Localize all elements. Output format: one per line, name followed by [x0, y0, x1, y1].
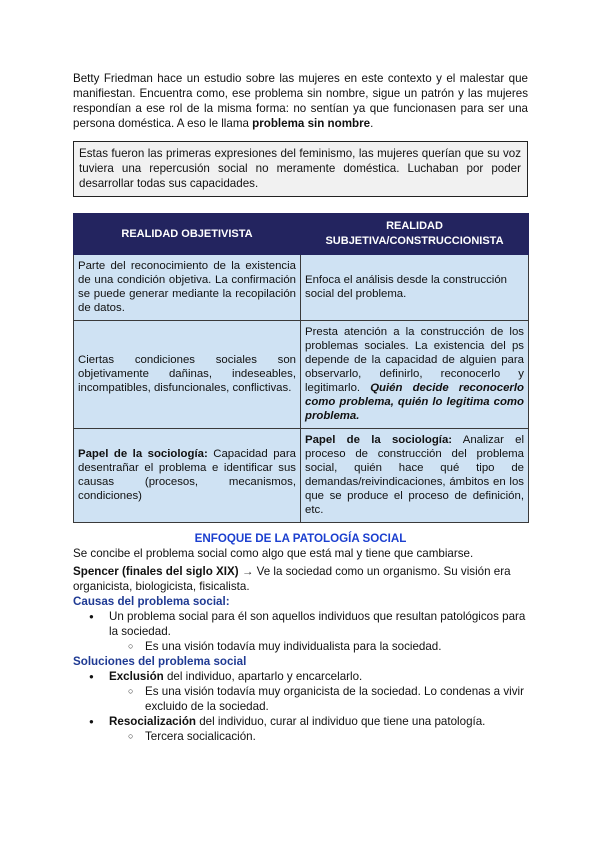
cell-r3-left-text: Capacidad para desentrañar el problema e identificar sus causas (procesos, mecanismos, condiciones): [78, 448, 296, 502]
intro-paragraph: [73, 71, 528, 131]
list-item: [73, 669, 528, 684]
cell-r2-right-emphasis: Quién decide reconocerlo como problema, quién lo legitima como problema.: [305, 382, 524, 422]
cell-r3-right: [301, 429, 529, 523]
sol1-bold: Exclusión: [109, 670, 164, 683]
soluciones-list: [73, 669, 528, 744]
cell-r1-left: Parte del reconocimiento de la existencia de una condición objetiva. La confirmación se puede generar mediante la recopilación de datos.: [74, 255, 301, 321]
header-subjetiva: REALIDAD SUBJETIVA/CONSTRUCCIONISTA: [301, 214, 529, 255]
spencer-text: → Ve la sociedad como un organismo. Su visión era organicista, biologicista, fisicalista.: [73, 565, 511, 593]
list-subitem: ○ Es una visión todavía muy organicista de la sociedad. Lo condenas a vivir excluido de la sociedad.: [73, 684, 528, 714]
spencer-paragraph: [73, 564, 528, 594]
cell-r1-right: Enfoca el análisis desde la construcción social del problema.: [301, 255, 529, 321]
section-heading: ENFOQUE DE LA PATOLOGÍA SOCIAL: [194, 532, 407, 545]
intro-text: Betty Friedman hace un estudio sobre las mujeres en este contexto y el malestar que manifiestan. Encuentra como, ese problema sin nombre, sigue un patrón y las mujeres respondían a ese rol de la misma forma: no sentían ya que funcionasen para ser una persona doméstica. A eso le llama: [73, 72, 528, 130]
table-row: [74, 255, 529, 321]
cell-r3-right-bold: Papel de la sociología:: [305, 434, 453, 446]
causas-heading: Causas del problema social:: [73, 595, 230, 608]
soluciones-heading: Soluciones del problema social: [73, 655, 247, 668]
spencer-bold: Spencer (finales del siglo XIX): [73, 565, 239, 578]
list-item: ● Un problema social para él son aquellos individuos que resultan patológicos para la sociedad.: [73, 609, 528, 639]
intro-end: .: [370, 117, 374, 130]
list-item: [73, 714, 528, 729]
document-page: [73, 71, 528, 744]
intro-bold-term: problema sin nombre: [252, 117, 371, 130]
cell-r2-left: Ciertas condiciones sociales son objetivamente dañinas, indeseables, incompatibles, disfuncionales, conflictivas.: [74, 321, 301, 429]
cell-r2-right-text: Presta atención a la construcción de los problemas sociales. La existencia del ps depende de la capacidad de alguien para observarlo, definirlo, reconocerlo y legitimarlo.: [305, 326, 524, 394]
comparison-table: [73, 213, 529, 523]
list-subitem: ○ Tercera socialicación.: [73, 729, 528, 744]
table-header-row: [74, 214, 529, 255]
sol2-text: del individuo, curar al individuo que tiene una patología.: [196, 715, 486, 728]
header-objetivista: REALIDAD OBJETIVISTA: [74, 214, 301, 255]
section-intro: Se concibe el problema social como algo que está mal y tiene que cambiarse.: [73, 547, 474, 560]
highlight-box: [73, 141, 528, 197]
table-row: [74, 321, 529, 429]
list-subitem: ○ Es una visión todavía muy individualista para la sociedad.: [73, 639, 528, 654]
sol1-text: del individuo, apartarlo y encarcelarlo.: [163, 670, 363, 683]
cell-r3-left: [74, 429, 301, 523]
table-row: [74, 429, 529, 523]
cell-r3-right-text: Analizar el proceso de construcción del problema social, quién hace qué tipo de demandas/reivindicaciones, ámbitos en los que se produce el proceso de definición, etc.: [305, 434, 524, 516]
highlight-box-text: Estas fueron las primeras expresiones del feminismo, las mujeres querían que su voz tuviera una repercusión social no meramente doméstica. Luchaban por poder desarrollar todas sus capacidades.: [79, 147, 521, 190]
causas-list: [73, 609, 528, 654]
cell-r2-right: [301, 321, 529, 429]
cell-r3-left-bold: Papel de la sociología:: [78, 448, 208, 460]
sol2-bold: Resocialización: [109, 715, 196, 728]
